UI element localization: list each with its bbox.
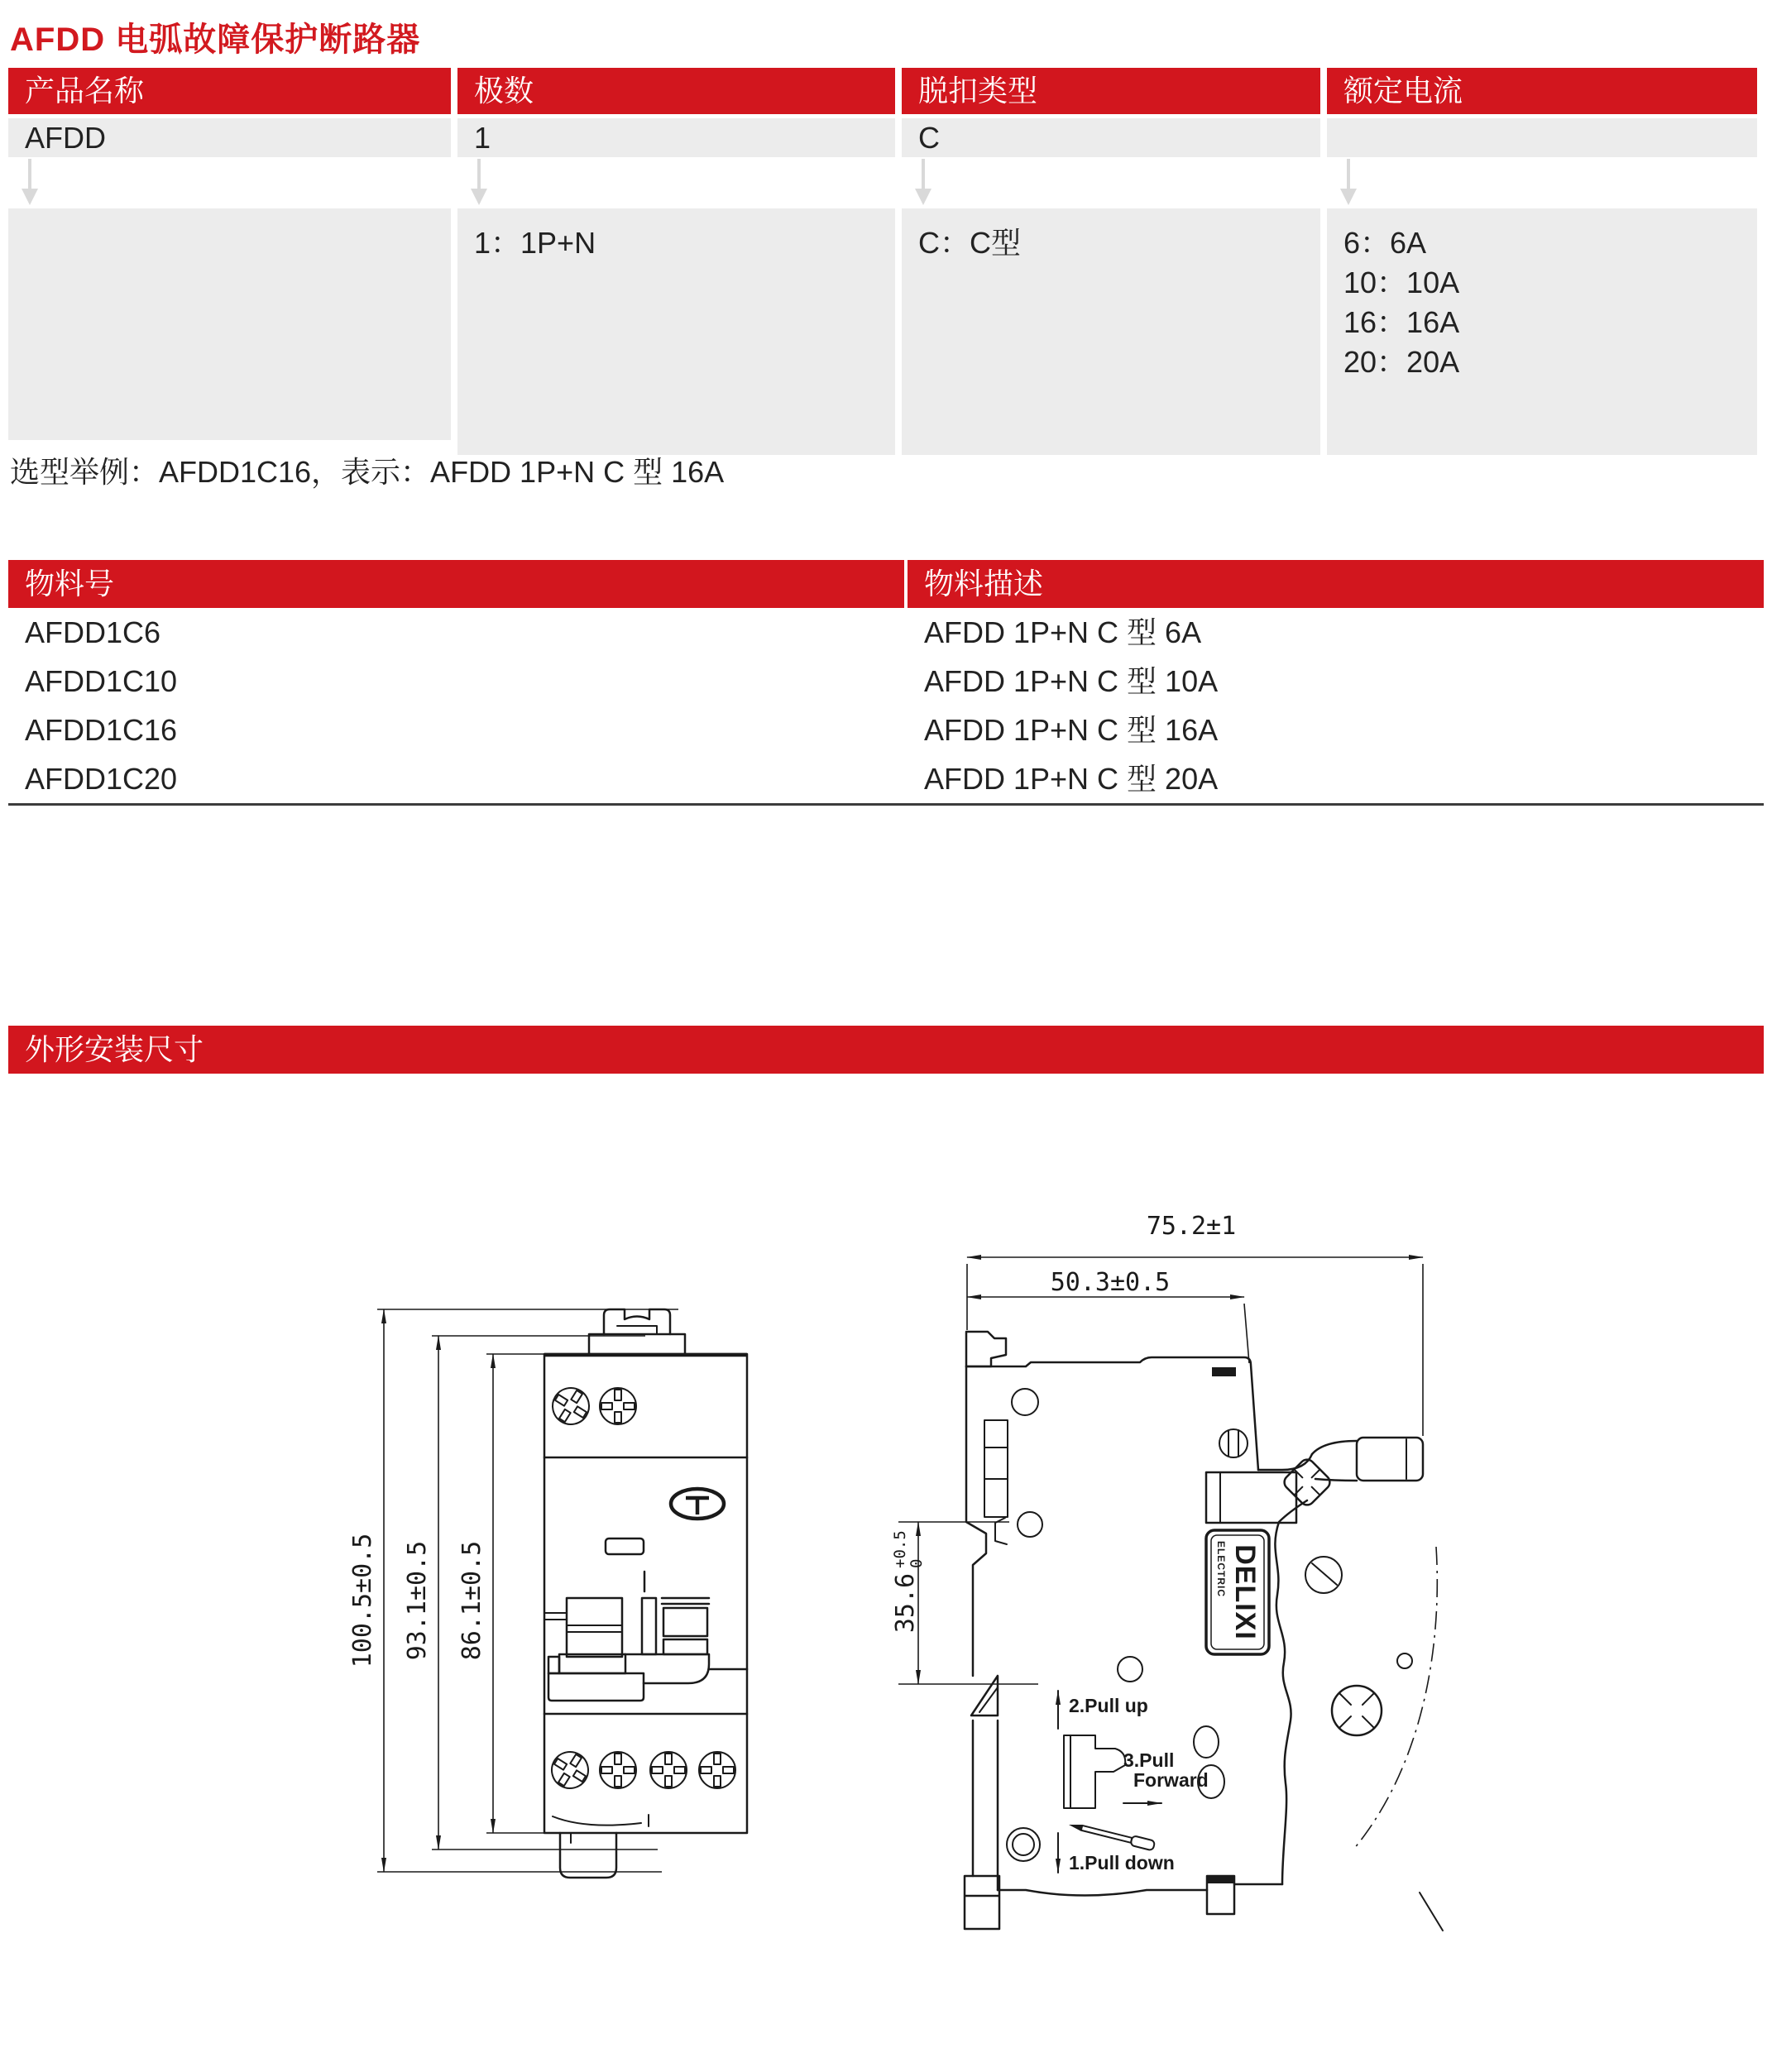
- page-title: AFDD 电弧故障保护断路器: [10, 22, 421, 58]
- selector-table-header-row: [8, 68, 1764, 114]
- brand-subtext: ELECTRIC: [1215, 1541, 1227, 1597]
- dim-height-body: 86.1±0.5: [457, 1540, 486, 1661]
- code-current: [1327, 118, 1757, 157]
- selector-header-poles: 极数: [457, 68, 895, 114]
- option-product-empty: [8, 208, 451, 440]
- mounting-instructions: [1058, 1691, 1209, 1873]
- side-view-drawing: [877, 1191, 1456, 1952]
- step-pull-up: 2.Pull up: [1069, 1695, 1148, 1716]
- dim-height-overall: 100.5±0.5: [348, 1533, 377, 1668]
- material-header-desc: 物料描述: [908, 560, 1764, 608]
- material-id: AFDD1C6: [8, 608, 904, 657]
- dim-rail-tol-minus: 0: [908, 1558, 926, 1568]
- side-dimension-lines: [891, 1212, 1423, 1684]
- flow-arrow-icon: [22, 157, 38, 208]
- material-desc: AFDD 1P+N C 型 16A: [908, 706, 1764, 754]
- step-pull-forward-2: Forward: [1133, 1769, 1209, 1791]
- option-current-list: [1327, 208, 1757, 455]
- front-view-drawing: [331, 1290, 778, 1919]
- option-trip: C：C型: [902, 208, 1320, 455]
- toggle-handle: [1357, 1438, 1423, 1481]
- material-id: AFDD1C20: [8, 754, 904, 803]
- material-id: AFDD1C10: [8, 657, 904, 706]
- dim-width-body: 50.3±0.5: [1050, 1268, 1171, 1297]
- selector-header-current: 额定电流: [1327, 68, 1757, 114]
- dim-width-overall: 75.2±1: [1146, 1212, 1237, 1241]
- option-poles: 1：1P+N: [457, 208, 895, 455]
- toggle-levers: [548, 1598, 747, 1701]
- brand-text: DELIXI: [1229, 1544, 1261, 1640]
- selector-code-row: [8, 118, 1764, 157]
- side-breaker-outline: [965, 1332, 1443, 1931]
- dim-rail: 35.6: [891, 1572, 920, 1634]
- material-desc: AFDD 1P+N C 型 20A: [908, 754, 1764, 803]
- material-table-body: [8, 608, 1764, 806]
- current-option: 20：20A: [1343, 345, 1460, 379]
- step-pull-forward-1: 3.Pull: [1123, 1749, 1175, 1771]
- material-header-id: 物料号: [8, 560, 904, 608]
- table-row: [8, 754, 1764, 803]
- brand-label: [1206, 1530, 1269, 1654]
- selector-arrow-row: [8, 157, 1764, 208]
- flow-arrow-icon: [471, 157, 487, 208]
- material-desc: AFDD 1P+N C 型 10A: [908, 657, 1764, 706]
- code-product: AFDD: [8, 118, 451, 157]
- table-row: [8, 706, 1764, 754]
- code-poles: 1: [457, 118, 895, 157]
- material-table: [8, 560, 1764, 806]
- selector-option-row: [8, 208, 1764, 455]
- front-dimension-lines: [348, 1309, 678, 1872]
- selector-table: [8, 68, 1764, 455]
- material-table-header-row: [8, 560, 1764, 608]
- current-option: 6：6A: [1343, 226, 1427, 260]
- table-row: [8, 608, 1764, 657]
- dim-rail-tol-plus: +0.5: [891, 1530, 909, 1568]
- step-pull-down: 1.Pull down: [1069, 1852, 1175, 1873]
- selector-header-trip: 脱扣类型: [902, 68, 1320, 114]
- current-option: 10：10A: [1343, 266, 1460, 299]
- table-row: [8, 657, 1764, 706]
- code-trip: C: [902, 118, 1320, 157]
- flow-arrow-icon: [915, 157, 931, 208]
- screwdriver-icon: [1068, 1820, 1156, 1850]
- material-desc: AFDD 1P+N C 型 6A: [908, 608, 1764, 657]
- selection-example-note: 选型举例：AFDD1C16，表示：AFDD 1P+N C 型 16A: [10, 455, 725, 489]
- current-option: 16：16A: [1343, 305, 1460, 339]
- front-breaker-outline: [544, 1309, 747, 1878]
- material-id: AFDD1C16: [8, 706, 904, 754]
- selector-header-product: 产品名称: [8, 68, 451, 114]
- section-banner-dimensions: 外形安装尺寸: [8, 1026, 1764, 1074]
- flow-arrow-icon: [1340, 157, 1357, 208]
- dim-height-mid: 93.1±0.5: [403, 1540, 432, 1661]
